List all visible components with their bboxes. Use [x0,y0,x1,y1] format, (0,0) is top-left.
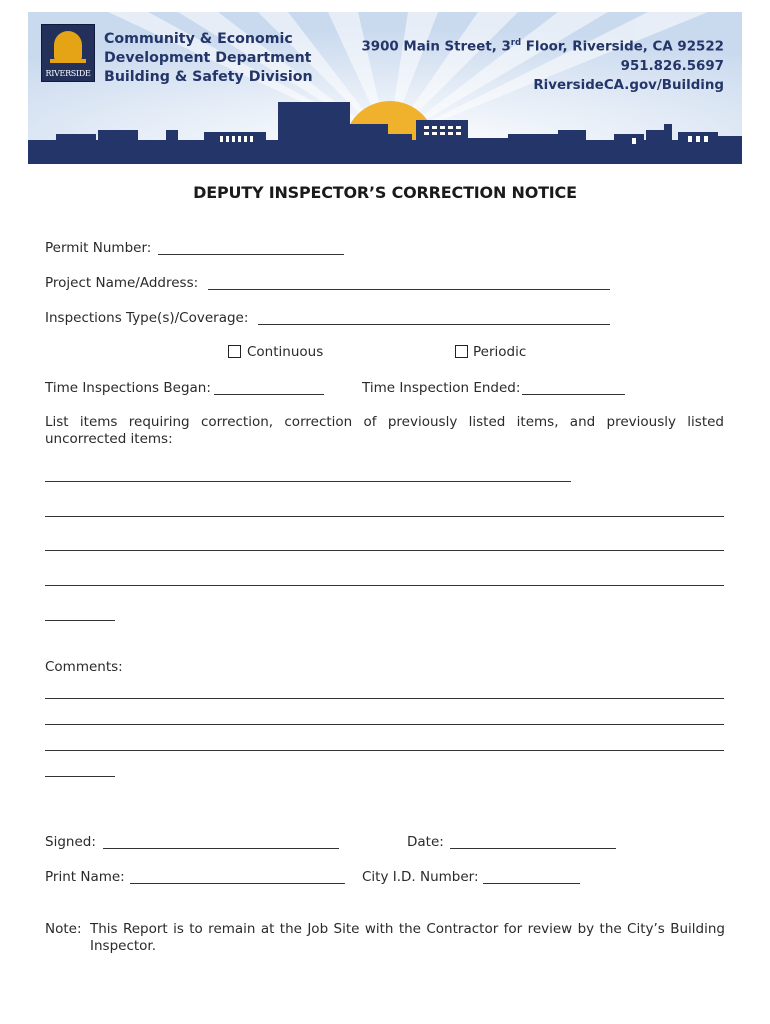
bell-icon [54,31,82,61]
date-label: Date: [407,834,444,850]
continuous-checkbox[interactable] [228,345,241,358]
list-instructions: List items requiring correction, correction of previously listed items, and previously listed uncorrected items: [45,414,724,447]
phone-number: 951.826.5697 [620,58,724,74]
note-text: This Report is to remain at the Job Site with the Contractor for review by the City’s Building Inspector. [90,921,725,954]
time-ended-field[interactable] [522,394,625,395]
print-name-field[interactable] [130,883,345,884]
time-ended-label: Time Inspection Ended: [362,380,521,396]
department-line-3: Building & Safety Division [104,69,313,85]
street-address: 3900 Main Street, 3rd Floor, Riverside, CA 92522 [361,38,724,55]
comments-label: Comments: [45,659,123,675]
correction-line-3[interactable] [45,550,724,551]
header-banner [28,12,742,164]
project-label: Project Name/Address: [45,275,199,291]
permit-number-field[interactable] [158,254,344,255]
date-field[interactable] [450,848,616,849]
note-label: Note: [45,921,82,937]
continuous-label: Continuous [247,344,324,360]
correction-line-2[interactable] [45,516,724,517]
contact-info [361,34,724,96]
form-title: DEPUTY INSPECTOR’S CORRECTION NOTICE [193,183,577,202]
time-began-field[interactable] [214,394,324,395]
comment-line-3[interactable] [45,750,724,751]
comment-line-2[interactable] [45,724,724,725]
comment-line-1[interactable] [45,698,724,699]
time-began-label: Time Inspections Began: [45,380,211,396]
comment-line-4[interactable] [45,776,115,777]
city-logo [41,24,95,82]
inspection-type-field[interactable] [258,324,610,325]
project-field[interactable] [208,289,610,290]
signature-field[interactable] [103,848,339,849]
city-id-label: City I.D. Number: [362,869,479,885]
city-id-field[interactable] [483,883,580,884]
department-name [104,30,313,87]
correction-line-1[interactable] [45,481,571,482]
periodic-checkbox[interactable] [455,345,468,358]
periodic-label: Periodic [473,344,527,360]
correction-line-5[interactable] [45,620,115,621]
department-line-1: Community & Economic [104,31,293,47]
logo-text: RIVERSIDE [45,69,91,78]
print-name-label: Print Name: [45,869,125,885]
inspection-type-label: Inspections Type(s)/Coverage: [45,310,249,326]
department-line-2: Development Department [104,50,312,66]
correction-line-4[interactable] [45,585,724,586]
signed-label: Signed: [45,834,96,850]
permit-number-label: Permit Number: [45,240,152,256]
website: RiversideCA.gov/Building [533,78,724,94]
